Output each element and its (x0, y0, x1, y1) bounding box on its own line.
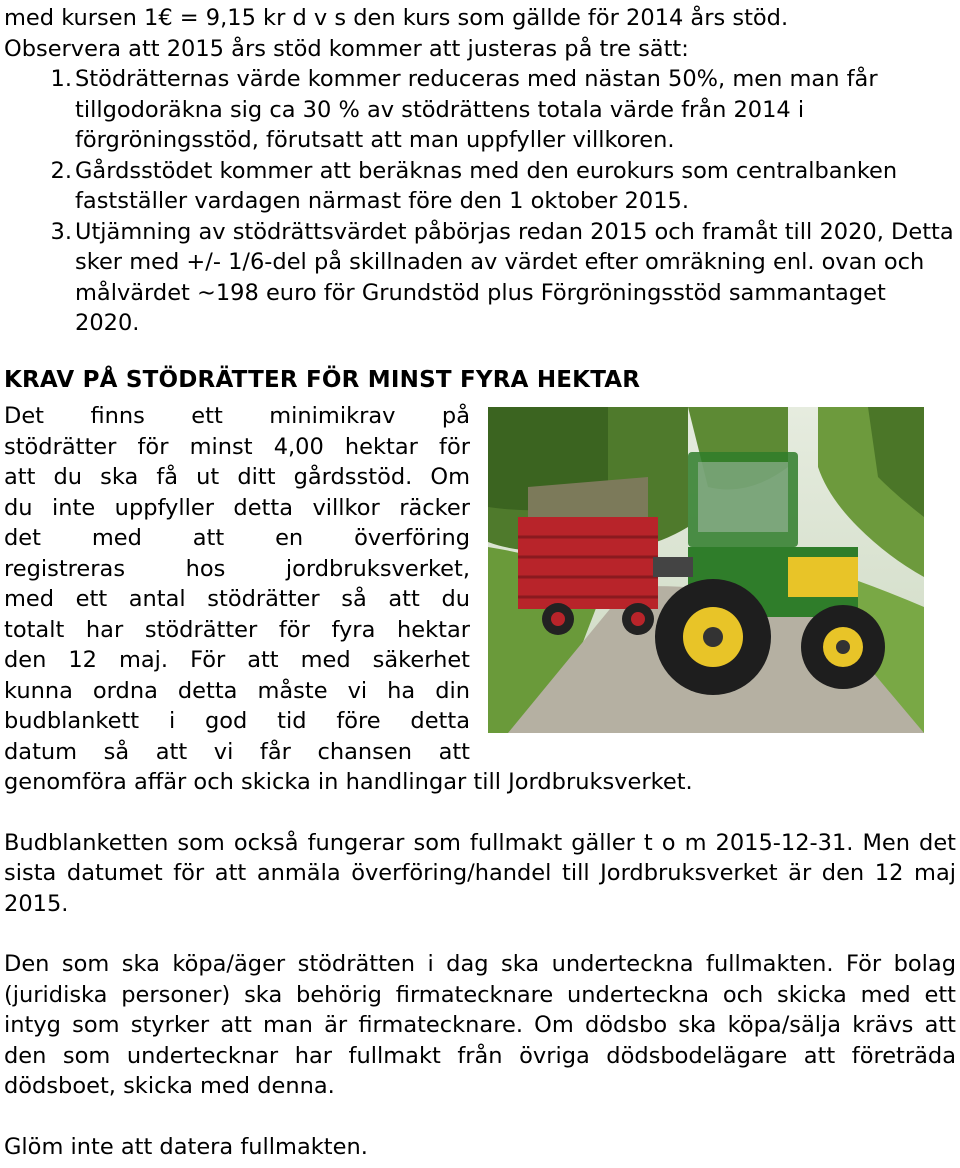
list-item (4, 64, 956, 156)
list-number: 3. (50, 218, 72, 245)
signature-paragraph: Den som ska köpa/äger stödrätten i dag ska underteckna fullmakten. För bolag (juridiska personer) ska behörig firmatecknare underteckna och skicka med ett intyg som styrker att man är firmatecknare. Om dödsbo ska köpa/sälja krävs att den som undertecknar har fullmakt från övriga dödsbodelägare att företräda dödsboet, skicka med denna. (4, 951, 956, 1099)
para-line: datum så att vi får chansen att (4, 738, 470, 765)
list-text: Gårdsstödet kommer att beräknas med den eurokurs som centralbanken fastställer vardagen närmast före den 1 oktober 2015. (75, 157, 898, 214)
section-heading: KRAV PÅ STÖDRÄTTER FÖR MINST FYRA HEKTAR (4, 366, 641, 393)
adjustment-list (4, 64, 956, 339)
date-reminder: Glöm inte att datera fullmakten. (4, 1133, 368, 1160)
para-line: totalt har stödrätter för fyra hektar (4, 616, 470, 643)
list-text: Stödrätternas värde kommer reduceras med nästan 50%, men man får tillgodoräkna sig ca 30 % av stödrättens totala värde från 2014 i förgröningsstöd, förutsatt att man uppfyller villkoren. (75, 66, 878, 153)
list-item (4, 156, 956, 217)
para-line: det med att en överföring (4, 525, 470, 551)
para-line: genomföra affär och skicka in handlingar till Jordbruksverket. (4, 769, 693, 795)
intro-line-1: med kursen 1€ = 9,15 kr d v s den kurs som gällde för 2014 års stöd. (4, 5, 789, 31)
document (4, 0, 956, 1162)
section-body (4, 401, 956, 798)
para-line: registreras hos jordbruksverket, (4, 555, 470, 582)
list-text: Utjämning av stödrättsvärdet påbörjas redan 2015 och framåt till 2020, Detta sker med +/- 1/6-del på skillnaden av värdet efter omräkning enl. ovan och målvärdet ~198 euro för Grundstöd plus Förgröningsstöd sammantaget 2020. (75, 218, 954, 336)
para-line: den 12 maj. För att med säkerhet (4, 647, 470, 673)
list-number: 2. (50, 157, 72, 184)
para-line: Det finns ett minimikrav på (4, 403, 470, 429)
para-line: budblankett i god tid före detta (4, 708, 470, 734)
para-line: med ett antal stödrätter så att du (4, 586, 470, 612)
list-number: 1. (50, 66, 72, 92)
list-item (4, 217, 956, 339)
para-line: du inte uppfyller detta villkor räcker (4, 494, 470, 521)
para-line: stödrätter för minst 4,00 hektar för (4, 433, 470, 460)
para-line: att du ska få ut ditt gårdsstöd. Om (4, 464, 470, 490)
tractor-photo (488, 407, 924, 733)
validity-paragraph: Budblanketten som också fungerar som fullmakt gäller t o m 2015-12-31. Men det sista datumet för att anmäla överföring/handel till Jordbruksverket är den 12 maj 2015. (4, 829, 956, 917)
para-line: kunna ordna detta måste vi ha din (4, 677, 470, 704)
intro-line-2: Observera att 2015 års stöd kommer att justeras på tre sätt: (4, 35, 689, 62)
